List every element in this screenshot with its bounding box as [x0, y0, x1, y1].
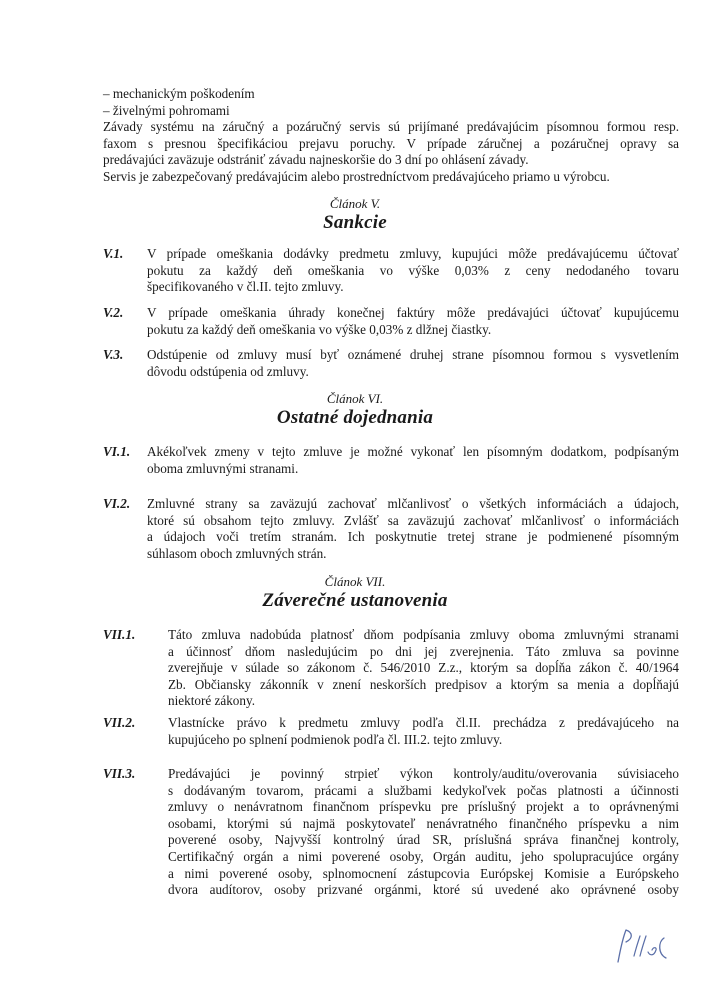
clause-line: Certifikačný orgán a nimi poverené osoby, Orgán auditu, jeho spolupracujúce orgány [168, 848, 679, 864]
clause-number: V.2. [103, 305, 124, 320]
clause-line: a údajoch voči tretím stranám. Ich poskytnutie tretej strane je podmienené písomným [147, 529, 679, 545]
clause-line: dôvodu odstúpenia od zmluvy. [147, 363, 309, 379]
clause-line: Táto zmluva nadobúda platnosť dňom podpísania zmluvy oboma zmluvnými stranami [168, 627, 679, 642]
clause-number: VI.2. [103, 496, 131, 511]
article-label: Článok V. [329, 196, 381, 211]
paragraph-line: Závady systému na záručný a pozáručný servis sú prijímané predávajúcim písomnou formou resp. [103, 119, 679, 134]
paragraph-line: faxom s presnou špecifikáciou prejavu poruchy. V prípade záručnej a pozáručnej opravy sa [103, 135, 679, 151]
clause-line: kupujúceho po splnení podmienok podľa čl. III.2. tejto zmluvy. [168, 731, 503, 747]
article-title: Sankcie [323, 212, 387, 233]
article-label: Článok VI. [326, 391, 384, 406]
clause-line: pokutu za každý deň omeškania vo výške 0,03% z dlžnej čiastky. [147, 321, 492, 337]
clause-line: pokutu za každý deň omeškania vo výške 0,03% z ceny nedodaného tovaru [147, 262, 679, 278]
clause-number: VII.3. [103, 766, 136, 781]
article-heading [0, 574, 710, 612]
clause [103, 246, 679, 296]
clause-line: Akékoľvek zmeny v tejto zmluve je možné vykonať len písomným dodatkom, podpísaným [147, 444, 679, 459]
clause-line: Zb. Občiansky zákonník v znení neskorších predpisov a ktorým sa menia a dopĺňajú [168, 676, 679, 692]
clause-number: V.3. [103, 347, 124, 362]
clause-line: V prípade omeškania dodávky predmetu zmluvy, kupujúci môže predávajúcemu účtovať [147, 246, 679, 261]
clause-line: osobami, ktorými sú najmä poskytovateľ nenávratného finančného príspevku a nim [168, 815, 679, 831]
clause-line: súhlasom oboch zmluvných strán. [147, 545, 327, 561]
clause [103, 305, 679, 339]
clause-line: Zmluvné strany sa zaväzujú zachovať mlčanlivosť o všetkých informáciách a údajoch, [147, 496, 679, 511]
clause-line: a nimi poverené osoby, splnomocnení zástupcovia Európskej Komisie a Európskeho [168, 865, 679, 881]
clause-line: Vlastnícke právo k predmetu zmluvy podľa čl.II. prechádza z predávajúceho na [168, 715, 679, 730]
clause [103, 444, 679, 478]
clause [103, 347, 679, 381]
article-label: Článok VII. [324, 574, 386, 589]
clause [103, 715, 679, 749]
clause-line: V prípade omeškania úhrady konečnej faktúry môže predávajúci účtovať kupujúcemu [147, 305, 679, 320]
clause-line: poverené osoby, Najvyšší kontrolný úrad SR, príslušná správa finančnej kontroly, [168, 832, 679, 848]
clause-line: zverejňuje v súlade so zákonom č. 546/2010 Z.z., ktorým sa dopĺňa zákon č. 40/1964 [168, 660, 679, 676]
clause-line: ktoré sú obsahom tejto zmluvy. Zvlášť sa zaväzujú zachovať mlčanlivosť o informáciách [147, 512, 679, 528]
clause-line: dvora audítorov, osoby prizvané orgánmi, ktoré sú uvedené ako oprávnené osoby [168, 882, 679, 898]
clause-number: VII.1. [103, 627, 136, 642]
list-item: – mechanickým poškodením [103, 86, 255, 101]
list-item: – živelnými pohromami [103, 103, 230, 118]
clause-line: oboma zmluvnými stranami. [147, 460, 299, 476]
clause-line: Odstúpenie od zmluvy musí byť oznámené druhej strane písomnou formou s vysvetlením [147, 347, 679, 362]
clause-line: s dodávaným tovarom, prácami a službami kedykoľvek počas platnosti a účinnosti [168, 782, 679, 798]
clause [103, 627, 679, 711]
handwritten-signature [612, 926, 672, 966]
paragraph-line: predávajúci zaväzuje odstrániť závadu najneskoršie do 3 dní po ohlásení závady. [103, 152, 529, 168]
clause-line: niektoré zákony. [168, 693, 256, 709]
clause-line: zmluvy o nenávratnom finančnom príspevku pre príslušný projekt a to oprávnenými [168, 799, 679, 815]
article-heading [0, 391, 710, 429]
clause [103, 766, 679, 900]
clause-number: V.1. [103, 246, 124, 261]
clause-line: špecifikovaného v čl.II. tejto zmluvy. [147, 279, 344, 295]
clause-number: VII.2. [103, 715, 136, 730]
clause [103, 496, 679, 564]
clause-number: VI.1. [103, 444, 131, 459]
clause-line: Predávajúci je povinný strpieť výkon kontroly/auditu/overovania súvisiaceho [168, 766, 679, 781]
article-title: Ostatné dojednania [276, 407, 434, 428]
clause-line: a účinnosť dňom nasledujúcim po dni jej zverejnenia. Táto zmluva sa povinne [168, 643, 679, 659]
article-title: Záverečné ustanovenia [262, 590, 448, 611]
article-heading [0, 196, 710, 234]
paragraph-line: Servis je zabezpečovaný predávajúcim alebo prostredníctvom predávajúceho priamo u výrobcu. [103, 168, 610, 184]
service-paragraph [103, 119, 679, 185]
